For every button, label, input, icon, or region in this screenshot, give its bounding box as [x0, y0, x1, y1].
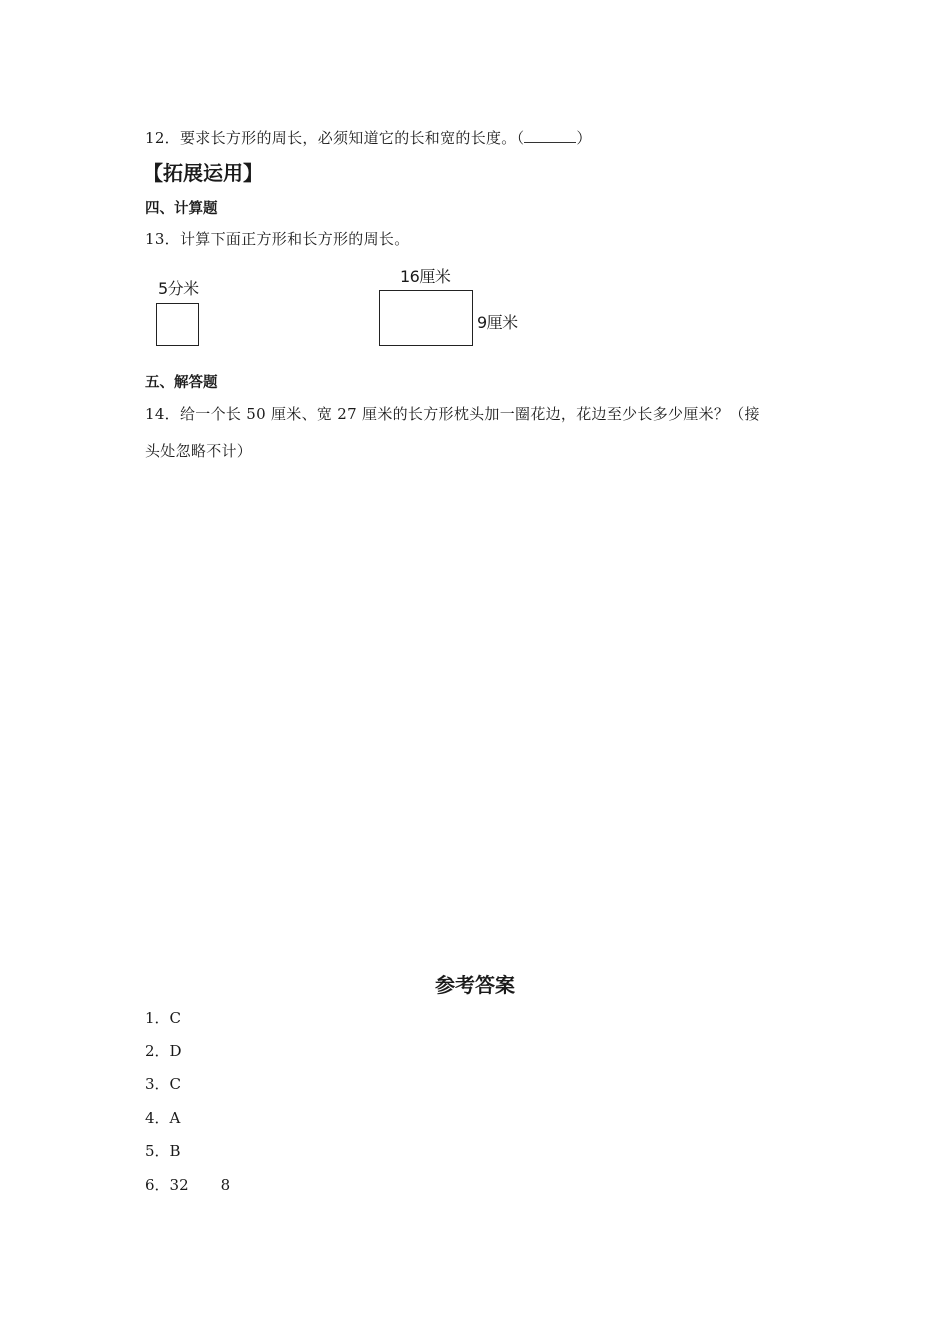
- question-13-text: 13．计算下面正方形和长方形的周长。: [145, 230, 410, 248]
- square-shape: [156, 303, 199, 346]
- question-12-text: 12．要求长方形的周长，必须知道它的长和宽的长度。（: [145, 129, 525, 147]
- section-heading-calculation: 四、计算题: [145, 201, 218, 217]
- answer-item-6-second: 8: [220, 1176, 231, 1194]
- rectangle-length-label: 16厘米: [400, 267, 451, 286]
- square-side-label: 5分米: [158, 279, 199, 298]
- question-14-line-1: 14．给一个长 50 厘米、宽 27 厘米的长方形枕头加一圈花边，花边至少长多少厘米？（接: [145, 405, 760, 423]
- answer-item: 3．C: [145, 1075, 182, 1093]
- section-heading-solve: 五、解答题: [145, 375, 218, 391]
- answer-blank[interactable]: [524, 128, 576, 143]
- rectangle-width-label: 9厘米: [477, 313, 518, 332]
- answer-item: 1．C: [145, 1009, 182, 1027]
- answer-item: 5．B: [145, 1142, 181, 1160]
- answer-item-6: [145, 1174, 230, 1196]
- answers-title: 参考答案: [435, 973, 515, 997]
- answer-item: 4．A: [145, 1109, 181, 1127]
- section-heading-extension: 【拓展运用】: [143, 161, 263, 185]
- question-14-line-2: 头处忽略不计）: [145, 442, 253, 460]
- answer-item-6-first: 6．32: [145, 1176, 189, 1194]
- rectangle-shape: [379, 290, 473, 346]
- answer-item: 2．D: [145, 1042, 182, 1060]
- question-12: [145, 127, 592, 149]
- question-12-close-paren: ）: [576, 129, 592, 147]
